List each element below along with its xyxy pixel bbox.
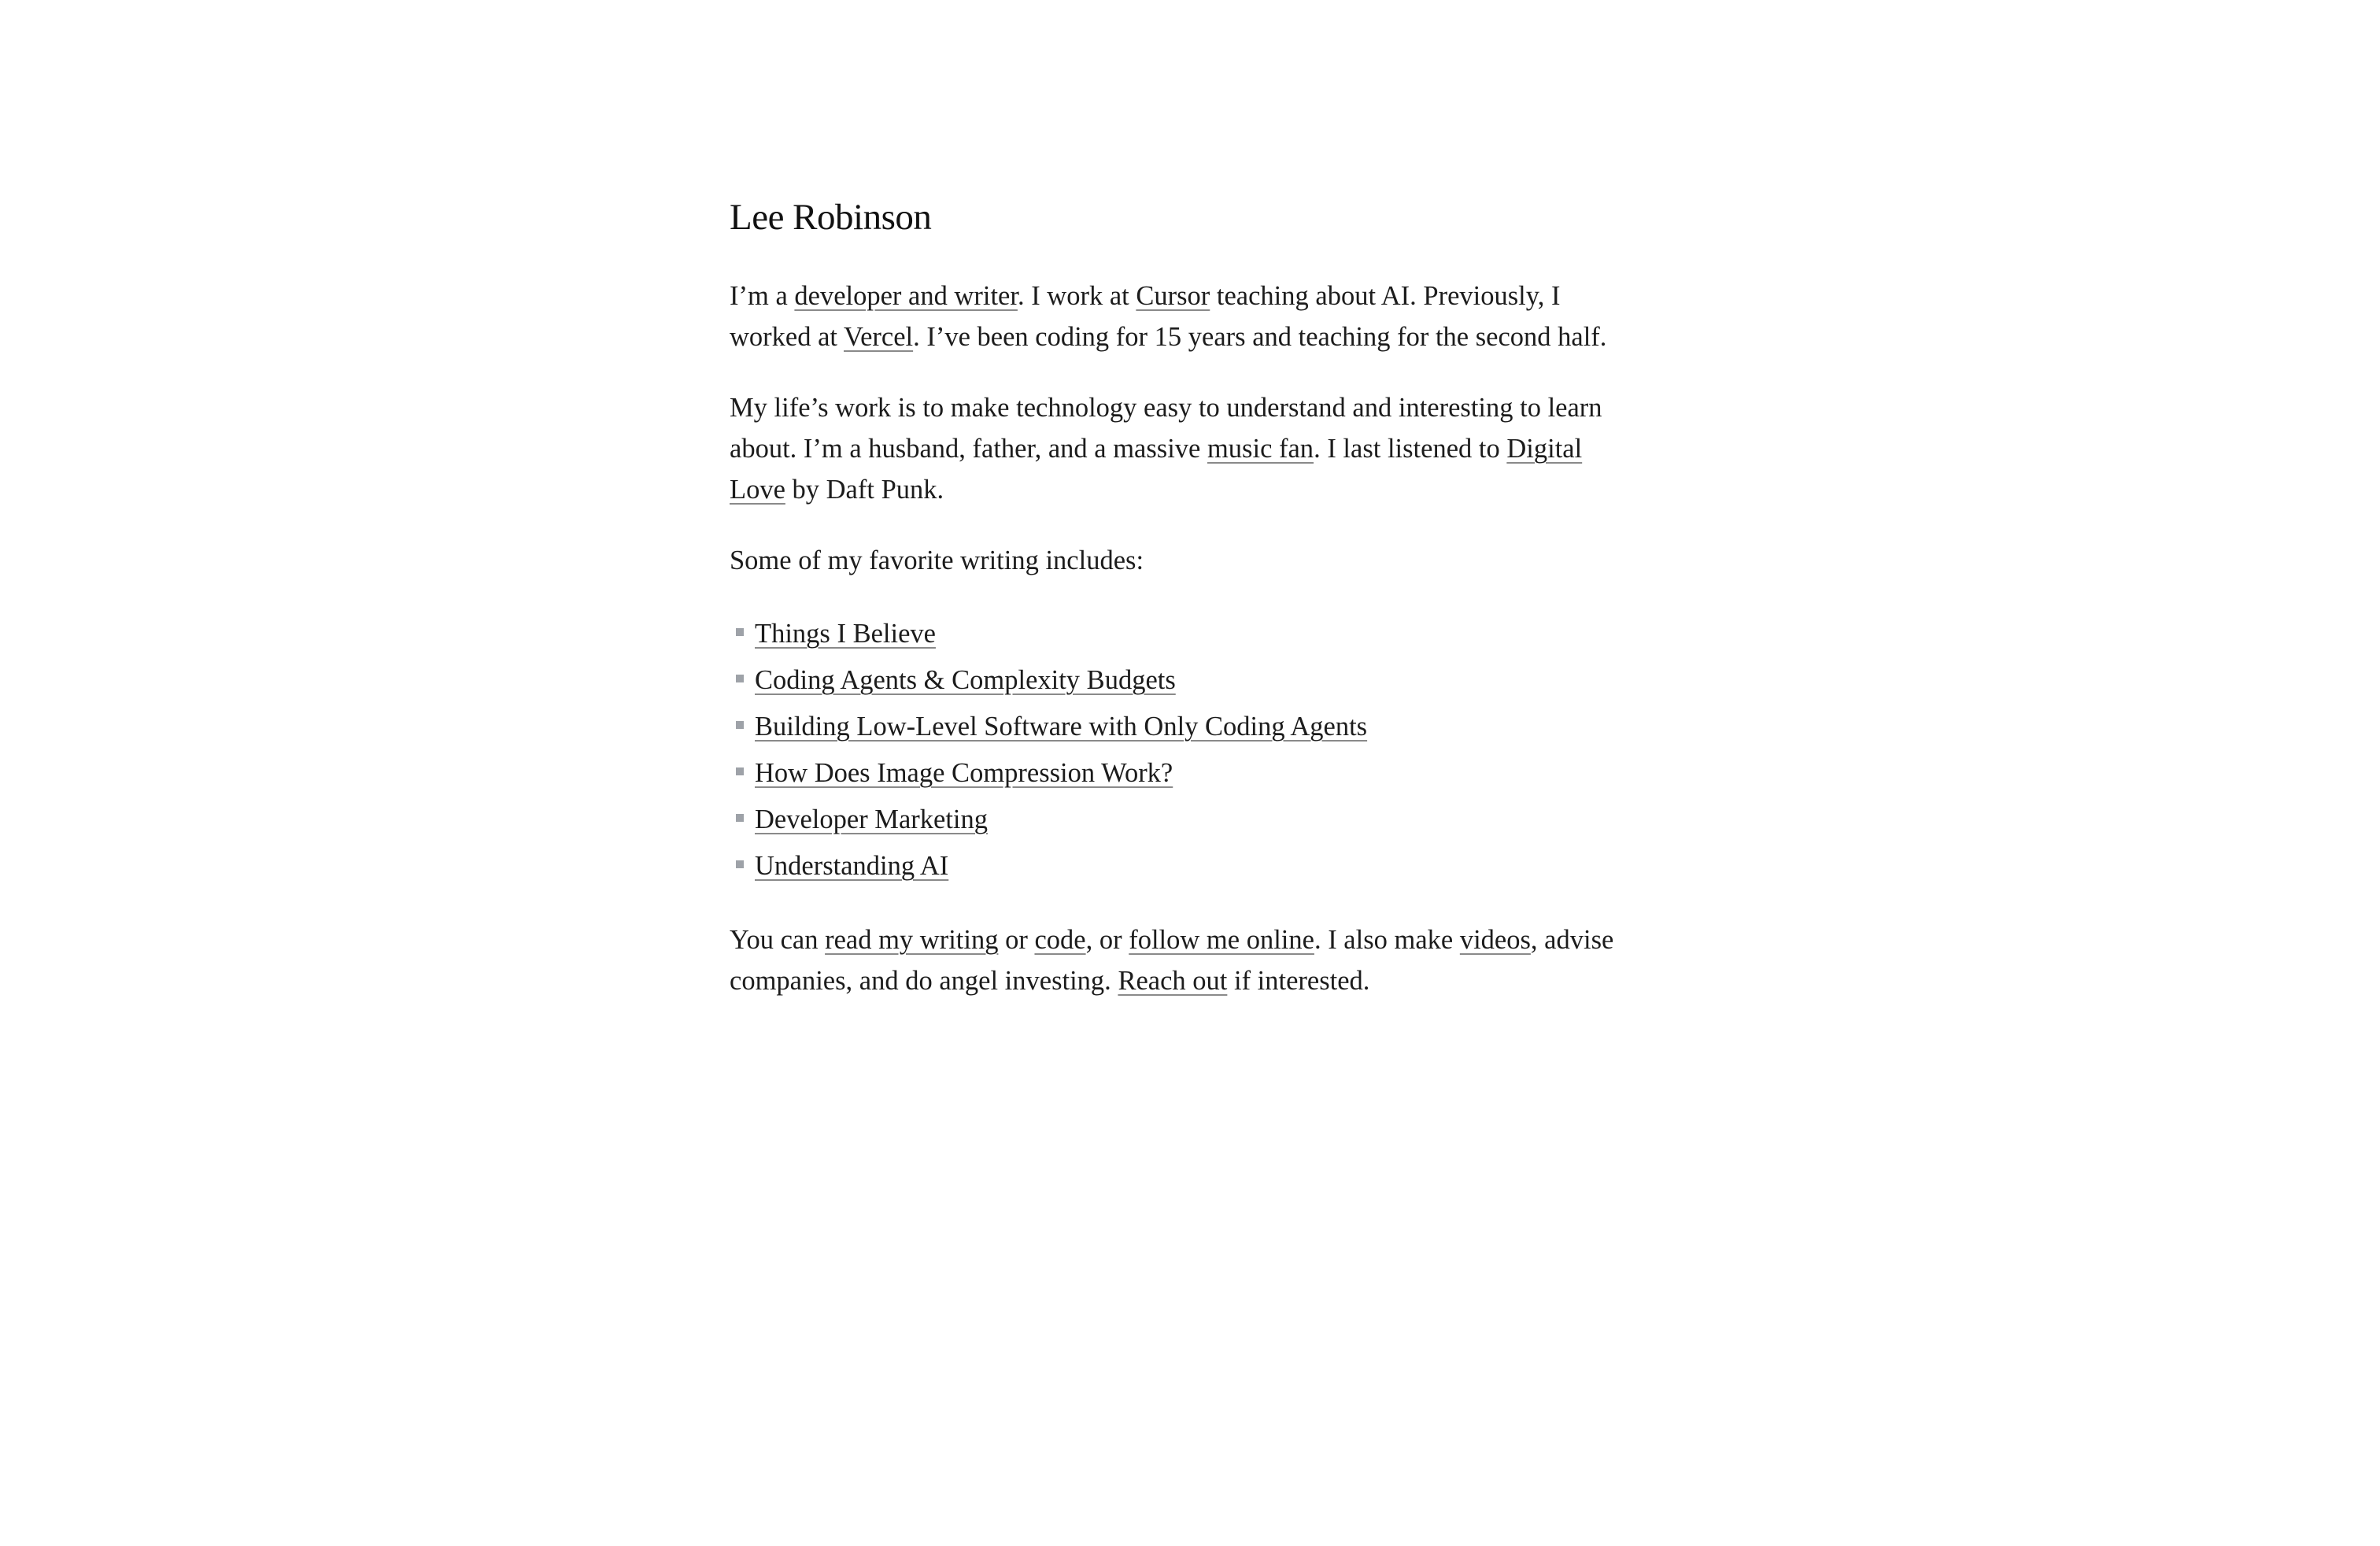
intro-paragraph xyxy=(730,276,1643,357)
outro-text: or xyxy=(998,925,1035,955)
follow-me-online-link[interactable]: follow me online xyxy=(1129,925,1314,955)
square-bullet-icon xyxy=(736,628,744,636)
code-link[interactable]: code xyxy=(1034,925,1086,955)
read-my-writing-link[interactable]: read my writing xyxy=(825,925,999,955)
outro-text: if interested. xyxy=(1227,966,1370,996)
about-text: by Daft Punk. xyxy=(785,475,944,505)
main-content xyxy=(730,186,1643,1031)
music-fan-link[interactable]: music fan xyxy=(1207,434,1314,464)
favorite-link-coding-agents[interactable]: Coding Agents & Complexity Budgets xyxy=(755,665,1176,695)
outro-text: , advise companies, and do angel investing. xyxy=(730,925,1614,996)
cursor-link[interactable]: Cursor xyxy=(1136,281,1210,311)
intro-text: teaching about AI. Previously, I worked at xyxy=(730,281,1561,352)
list-item xyxy=(730,657,1643,704)
favorites-list xyxy=(730,611,1643,890)
intro-text: . I work at xyxy=(1017,281,1136,311)
about-text: My life’s work is to make technology easy to understand and interesting to learn about. I’m a husband, father, and a massive xyxy=(730,393,1602,464)
favorite-link-understanding-ai[interactable]: Understanding AI xyxy=(755,851,949,881)
intro-text: . I’ve been coding for 15 years and teaching for the second half. xyxy=(913,322,1607,352)
square-bullet-icon xyxy=(736,860,744,868)
favorite-link-things-i-believe[interactable]: Things I Believe xyxy=(755,619,936,649)
square-bullet-icon xyxy=(736,721,744,729)
list-item xyxy=(730,704,1643,750)
vercel-link[interactable]: Vercel xyxy=(844,322,914,352)
digital-love-link[interactable]: Digital Love xyxy=(730,434,1583,505)
outro-paragraph xyxy=(730,919,1643,1001)
about-text: . I last listened to xyxy=(1314,434,1507,464)
list-item xyxy=(730,843,1643,890)
page-title: Lee Robinson xyxy=(730,197,932,238)
favorite-link-developer-marketing[interactable]: Developer Marketing xyxy=(755,804,989,834)
videos-link[interactable]: videos xyxy=(1459,925,1531,955)
list-item xyxy=(730,797,1643,843)
square-bullet-icon xyxy=(736,814,744,822)
outro-text: You can xyxy=(730,925,826,955)
list-item xyxy=(730,750,1643,797)
reach-out-link[interactable]: Reach out xyxy=(1118,966,1228,996)
list-item xyxy=(730,611,1643,657)
square-bullet-icon xyxy=(736,675,744,682)
about-paragraph xyxy=(730,387,1643,510)
favorites-intro: Some of my favorite writing includes: xyxy=(730,546,1144,575)
favorite-link-image-compression[interactable]: How Does Image Compression Work? xyxy=(755,758,1173,788)
favorite-link-low-level-software[interactable]: Building Low-Level Software with Only Coding Agents xyxy=(755,712,1368,742)
intro-text: I’m a xyxy=(730,281,795,311)
developer-and-writer-link[interactable]: developer and writer xyxy=(794,281,1018,311)
square-bullet-icon xyxy=(736,767,744,775)
outro-text: . I also make xyxy=(1314,925,1460,955)
outro-text: , or xyxy=(1085,925,1129,955)
